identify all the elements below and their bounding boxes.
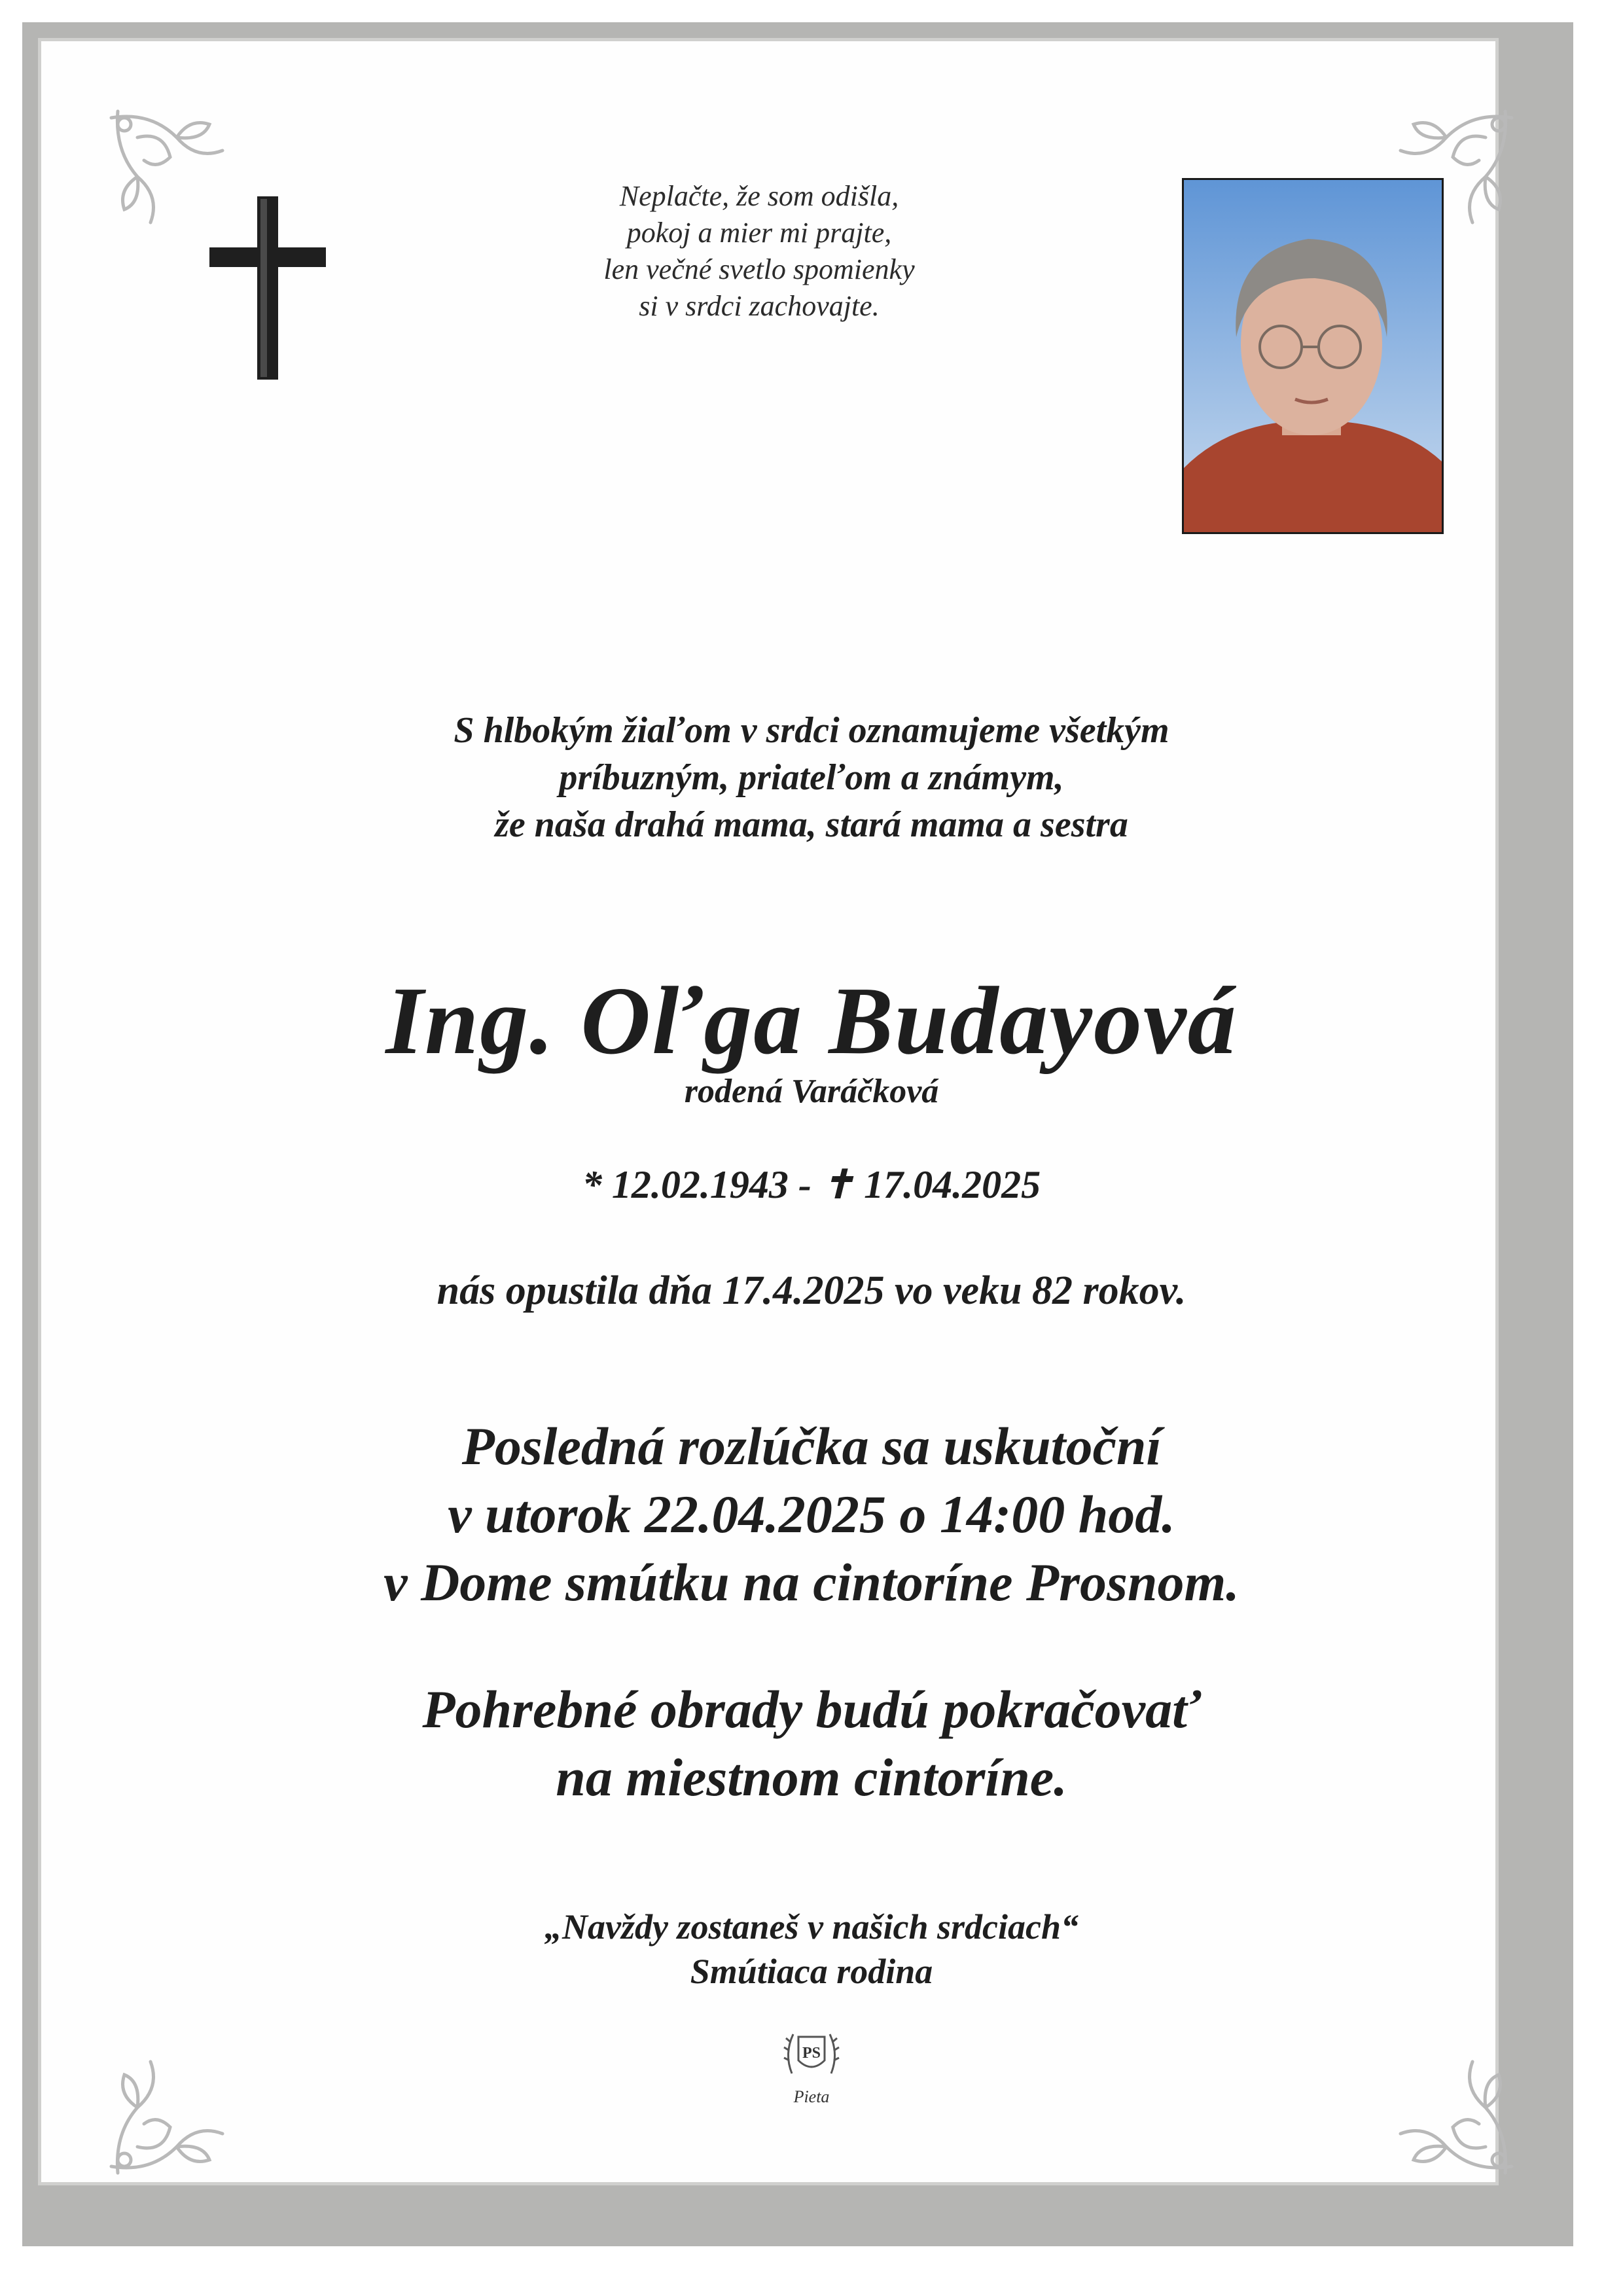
farewell-line: Posledná rozlúčka sa uskutoční: [461, 1416, 1162, 1476]
signature: Smútiaca rodina: [690, 1952, 933, 1991]
farewell-line: v Dome smútku na cintoríne Prosnom.: [383, 1552, 1240, 1612]
latin-cross-icon: [209, 196, 326, 380]
life-dates: [38, 1160, 1585, 1210]
maiden-name: rodená Varáčková: [684, 1073, 939, 1110]
birth-date: * 12.02.1943 -: [582, 1163, 812, 1206]
closing: [38, 1905, 1585, 1994]
death-cross-icon: ✝: [821, 1163, 855, 1206]
poem-line: si v srdci zachovajte.: [639, 290, 880, 322]
poem-line: len večné svetlo spomienky: [603, 253, 915, 285]
logo-text: Pieta: [793, 2087, 830, 2106]
announcement-line: S hlbokým žiaľom v srdci oznamujeme všetkým: [454, 710, 1169, 751]
poem: [497, 178, 1021, 325]
portrait-photo: [1182, 178, 1444, 534]
motto: „Navždy zostaneš v našich srdciach“: [544, 1907, 1079, 1946]
rites-line: Pohrebné obrady budú pokračovať: [422, 1679, 1201, 1739]
rites-line: na miestnom cintoríne.: [556, 1748, 1067, 1807]
announcement-line: že naša drahá mama, stará mama a sestra: [495, 804, 1128, 845]
floral-corner-ornament-icon: [98, 2016, 268, 2186]
death-date: 17.04.2025: [864, 1163, 1041, 1206]
pieta-logo: [772, 2021, 851, 2126]
died-text: nás opustila dňa 17.4.2025 vo veku 82 rokov.: [437, 1268, 1186, 1313]
announcement: [38, 707, 1585, 848]
deceased-name: Ing. Oľga Budayová: [385, 967, 1238, 1075]
logo-monogram: PS: [802, 2045, 821, 2062]
farewell-line: v utorok 22.04.2025 o 14:00 hod.: [448, 1484, 1175, 1544]
rites-info: [38, 1676, 1585, 1812]
floral-corner-ornament-icon: [1355, 2016, 1525, 2186]
announcement-line: príbuzným, priateľom a známym,: [559, 757, 1064, 798]
farewell-info: [38, 1412, 1585, 1617]
poem-line: Neplačte, že som odišla,: [619, 180, 899, 212]
poem-line: pokoj a mier mi prajte,: [626, 217, 892, 249]
